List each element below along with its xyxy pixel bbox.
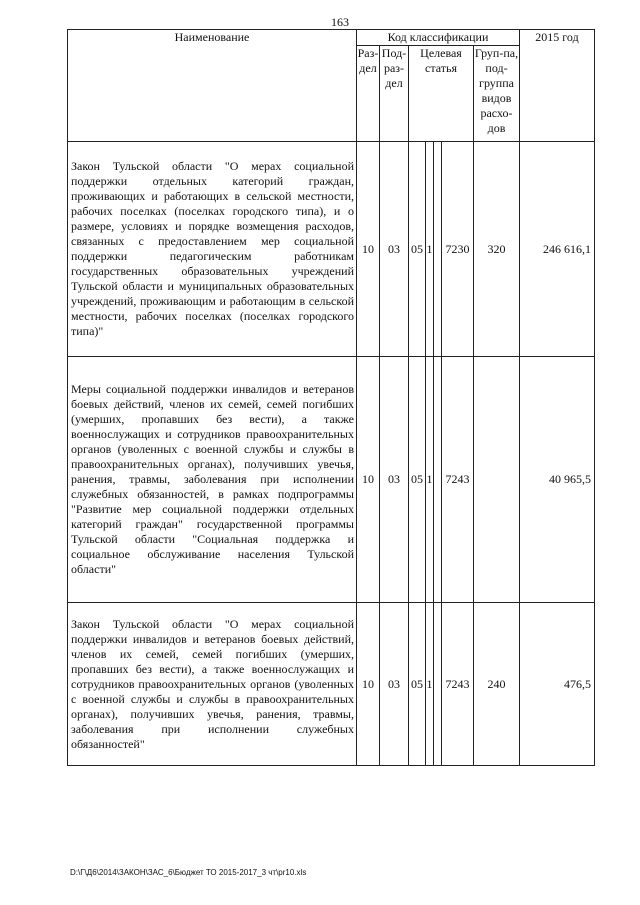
row-target-blank (434, 357, 442, 603)
row-target-2: 1 (426, 142, 434, 357)
row-group: 240 (474, 603, 520, 766)
row-name: Меры социальной поддержки инвалидов и ветеранов боевых действий, членов их семей, семей погибших (умерших, пропавших без вести), а также военнослужащих и сотрудников правоохранительных органов (уволенных с военной службы и службы в правоохранительных органах), получивших увечья, ранения, травмы, заболевания при исполнении служебных обязанностей, в рамках подпрограммы "Развитие мер социальной поддержки отдельных категорий граждан" государственной программы Тульской области "Социальная поддержка и социальное обслуживание населения Тульской области" (68, 357, 357, 603)
page-number: 163 (331, 15, 349, 29)
row-amount: 476,5 (520, 603, 595, 766)
row-target-blank (434, 142, 442, 357)
row-section: 10 (357, 603, 380, 766)
table-row (68, 357, 595, 603)
header-subsection: Под-раз-дел (380, 46, 409, 142)
row-target-1: 05 (409, 603, 426, 766)
header-name: Наименование (68, 30, 357, 142)
header-year: 2015 год (520, 30, 595, 142)
row-target-3: 7243 (442, 603, 474, 766)
row-group: 320 (474, 142, 520, 357)
row-subsection: 03 (380, 603, 409, 766)
row-target-blank (434, 603, 442, 766)
row-name: Закон Тульской области "О мерах социальной поддержки инвалидов и ветеранов боевых действий, членов их семей, семей погибших (умерших, пропавших без вести), а также военнослужащих и сотрудников правоохранительных органов (уволенных с военной службы и службы в правоохранительных органах), получивших увечья, ранения, травмы, заболевания при исполнении служебных обязанностей" (68, 603, 357, 766)
row-amount: 246 616,1 (520, 142, 595, 357)
row-target-2: 1 (426, 357, 434, 603)
row-target-1: 05 (409, 142, 426, 357)
header-target-item: Целевая статья (409, 46, 474, 142)
row-subsection: 03 (380, 357, 409, 603)
row-target-1: 05 (409, 357, 426, 603)
header-section: Раз-дел (357, 46, 380, 142)
row-target-3: 7243 (442, 357, 474, 603)
row-amount: 40 965,5 (520, 357, 595, 603)
row-target-3: 7230 (442, 142, 474, 357)
header-classification: Код классификации (357, 30, 520, 46)
row-name: Закон Тульской области "О мерах социальной поддержки отдельных категорий граждан, проживающих и работающих в сельской местности, рабочих поселках (поселках городского типа), и о размере, условиях и порядке возмещения расходов, связанных с предоставлением мер социальной поддержки педагогическим работникам государственных образовательных учреждений Тульской области и муниципальных образовательных учреждений, проживающим и работающим в сельской местности, рабочих поселках (поселках городского типа)" (68, 142, 357, 357)
budget-table (67, 29, 595, 766)
row-target-2: 1 (426, 603, 434, 766)
row-section: 10 (357, 357, 380, 603)
row-subsection: 03 (380, 142, 409, 357)
row-section: 10 (357, 142, 380, 357)
header-row-top (68, 30, 595, 46)
row-group (474, 357, 520, 603)
table-row (68, 142, 595, 357)
file-path-footer: D:\Г\Д6\2014\ЗАКОН\ЗАС_6\Бюджет ТО 2015-2017_3 чт\pr10.xls (70, 868, 307, 877)
header-expense-group: Груп-па, под-группа видов расхо-дов (474, 46, 520, 142)
table-row (68, 603, 595, 766)
